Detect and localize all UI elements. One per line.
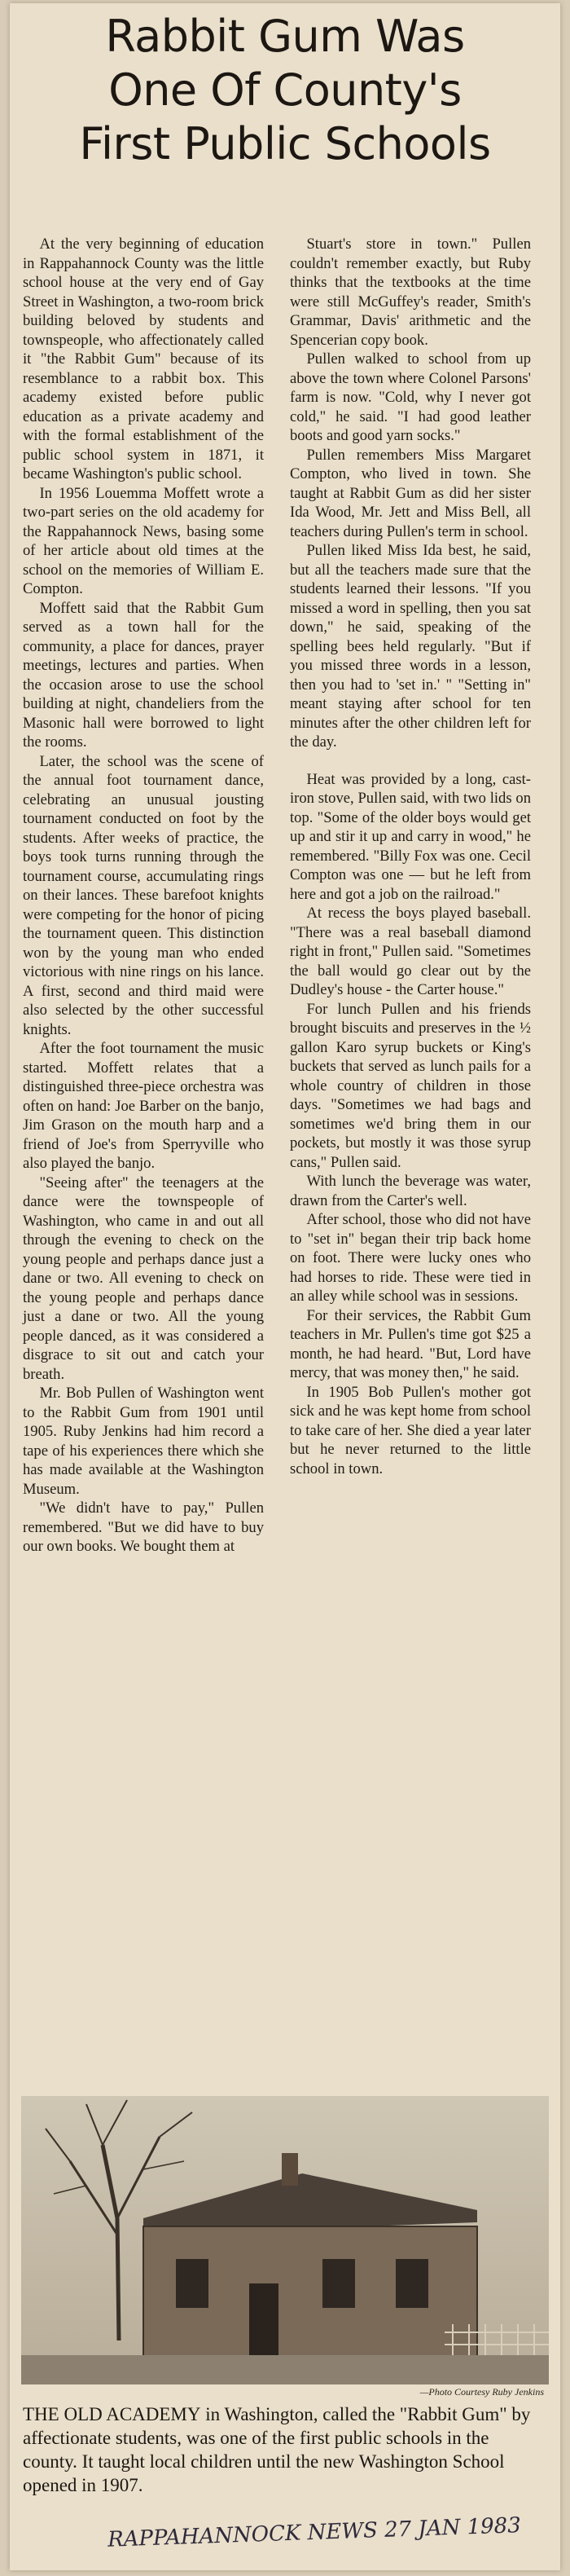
caption-text: in Washington, called the "Rabbit Gum" by affectionate students, was one of the first public schools in the county. It taught local children until the new Washington School opened in 1907. bbox=[23, 2404, 531, 2495]
paragraph: Stuart's store in town." Pullen couldn't remember exactly, but Ruby thinks that the textbooks at the time were still McGuffey's reader, Smith's Grammar, Davis' arithmetic and the Spencerian copy book. bbox=[290, 236, 531, 349]
paragraph: Mr. Bob Pullen of Washington went to the Rabbit Gum from 1901 until 1905. Ruby Jenkins had him record a tape of his experiences there which she has made available at the Washington Museum. bbox=[23, 1385, 264, 1498]
handwritten-source-note: RAPPAHANNOCK NEWS 27 JAN 1983 bbox=[107, 2513, 522, 2552]
photo-credit: —Photo Courtesy Ruby Jenkins bbox=[419, 2386, 544, 2398]
paragraph: In 1956 Louemma Moffett wrote a two-part series on the old academy for the Rappahannock News, basing some of her article about old times at the school on the memories of William E. Compton. bbox=[23, 484, 264, 597]
headline-line-2: One Of County's bbox=[108, 64, 462, 116]
paragraph: At the very beginning of education in Rappahannock County was the little school house at the very end of Gay Street in Washington, a two-room brick building beloved by students and townspeople, who affectionately called it "the Rabbit Gum" because of its resemblance to a rabbit box. This academy existed before public education as a private academy and with the formal establishment of the public school system in 1871, it became Washington's public school. bbox=[23, 236, 264, 482]
paragraph: Later, the school was the scene of the annual foot tournament dance, celebrating an unusual jousting tournament conducted on foot by the students. After weeks of practice, the boys took turns running through the tournament course, accumulating rings on their lances. These barefoot knights were competing for the honor of picing the tournament queen. This distinction won by the young man who ended victorious with nine rings on his lance. A first, second and third maid were also selected by the other successful knights. bbox=[23, 752, 264, 1038]
paragraph: "Seeing after" the teenagers at the dance were the townspeople of Washington, who came in and out all through the evening to check on the young people and perhaps dance just a dane or two. All evening to check on the young people and perhaps dance just a dane or two. All the young people danced, as it was considered a disgrace to sit out and catch your breath. bbox=[23, 1174, 264, 1383]
paragraph: Pullen liked Miss Ida best, he said, but all the teachers made sure that the students learned their lessons. "If you missed a word in spelling, then you sat down," he said, speaking of the spelling bees held regularly. "But if you missed three words in a lesson, then you had to 'set in.' " "Setting in" meant staying after school for ten minutes after the other children left for the day. bbox=[290, 542, 531, 751]
paragraph: In 1905 Bob Pullen's mother got sick and he was kept home from school to take care of her. She died a year later but he never returned to the little school in town. bbox=[290, 1383, 531, 1477]
paragraph: At recess the boys played baseball. "There was a real baseball diamond right in front," Pullen said. "Sometimes the ball would go clear out by the Dudley's house - the Carter house." bbox=[290, 905, 531, 998]
paragraph: After the foot tournament the music started. Moffett relates that a distinguished three-piece orchestra was often on hand: Joe Barber on the banjo, Jim Grason on the mouth harp and a friend of Joe's from Sperryville who also played the banjo. bbox=[23, 1040, 264, 1172]
photo-caption bbox=[23, 2402, 544, 2497]
old-academy-photo bbox=[21, 2096, 549, 2384]
headline bbox=[10, 10, 560, 171]
paragraph: For lunch Pullen and his friends brought biscuits and preserves in the ½ gallon Karo syrup buckets or King's buckets that served as lunch pails for a whole country of children in those days. "Sometimes we had bags and sometimes we'd bring them in our pockets, but mostly it was those syrup cans," Pullen said. bbox=[290, 1000, 531, 1171]
paragraph: Pullen walked to school from up above the town where Colonel Parsons' farm is now. "Cold, why I never got cold," he said. "I had good leather boots and good yarn socks." bbox=[290, 350, 531, 444]
paragraph: Heat was provided by a long, cast-iron stove, Pullen said, with two lids on top. "Some of the older boys would get up and stir it up and carry in wood," he remembered. "Billy Fox was one. Cecil Compton was one — but he left from here and got a job on the railroad." bbox=[290, 770, 531, 903]
headline-line-3: First Public Schools bbox=[79, 118, 491, 170]
article-column-left bbox=[23, 235, 264, 1557]
caption-lead: THE OLD ACADEMY bbox=[23, 2404, 201, 2424]
paragraph: After school, those who did not have to "set in" began their trip back home on foot. There were lucky ones who had horses to ride. These were tied in an alley while school was in sessions. bbox=[290, 1211, 531, 1305]
paragraph: For their services, the Rabbit Gum teachers in Mr. Pullen's time got $25 a month, he had heard. "But, Lord have mercy, that was money then," he said. bbox=[290, 1306, 531, 1381]
article-column-right bbox=[290, 235, 531, 1478]
paragraph: Moffett said that the Rabbit Gum served as a town hall for the community, a place for dances, prayer meetings, lectures and parties. When the occasion arose to use the school building at night, chandeliers from the Masonic hall were borrowed to light the rooms. bbox=[23, 599, 264, 751]
headline-line-1: Rabbit Gum Was bbox=[105, 11, 465, 62]
paragraph: With lunch the beverage was water, drawn from the Carter's well. bbox=[290, 1173, 531, 1209]
newspaper-clipping bbox=[10, 3, 560, 2570]
paragraph: "We didn't have to pay," Pullen remembered. "But we did have to buy our own books. We bought them at bbox=[23, 1499, 264, 1555]
paragraph: Pullen remembers Miss Margaret Compton, who lived in town. She taught at Rabbit Gum as did her sister Ida Wood, Mr. Jett and Miss Bell, all teachers during Pullen's term in school. bbox=[290, 446, 531, 540]
